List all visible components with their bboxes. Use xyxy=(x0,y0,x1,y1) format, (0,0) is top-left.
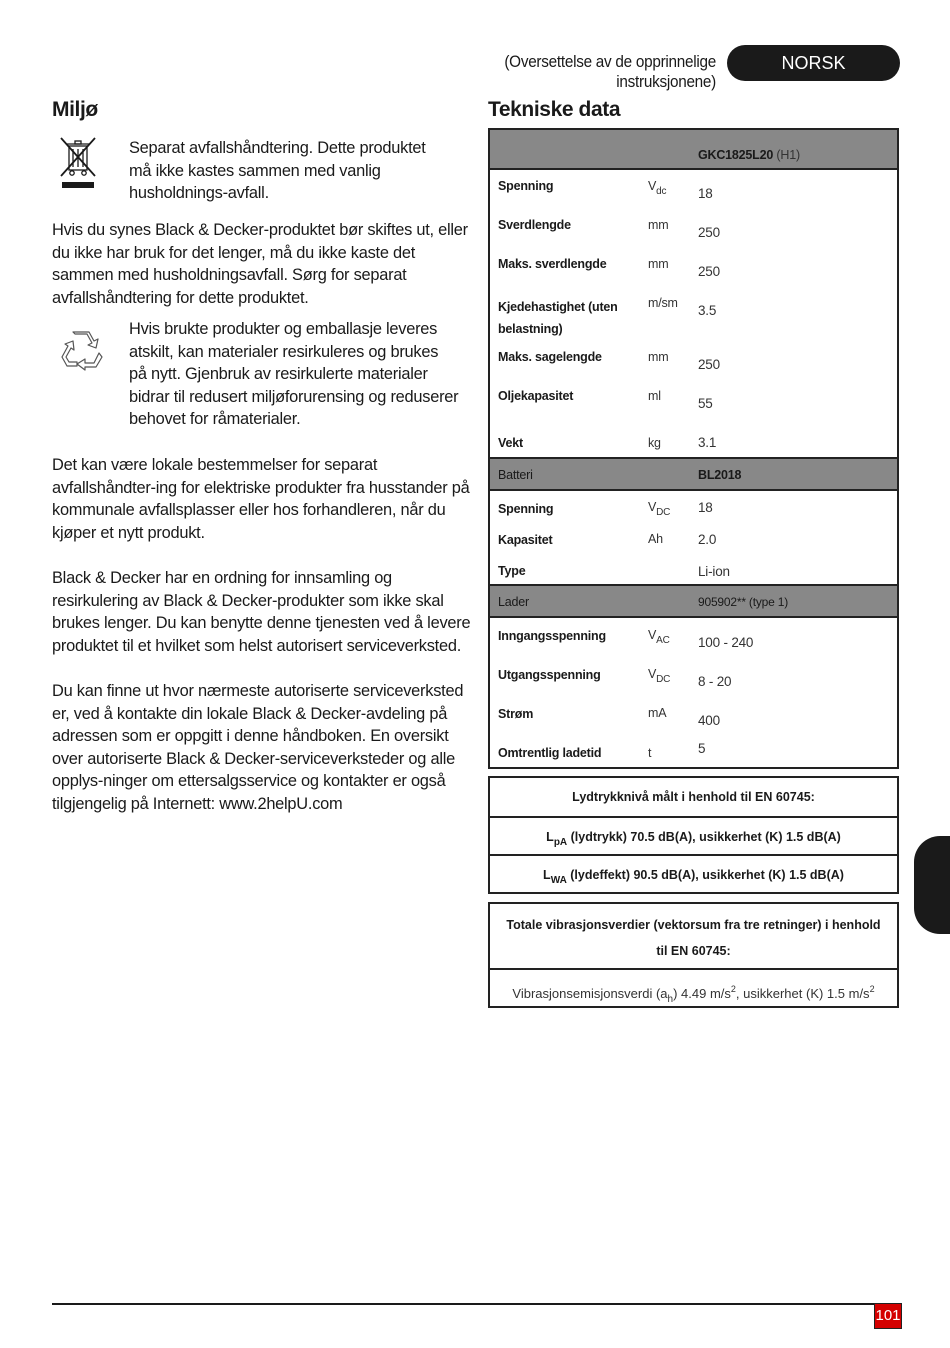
spec-value: 3.5 xyxy=(698,303,717,318)
technical-data-heading: Tekniske data xyxy=(488,98,621,121)
spec-unit: mm xyxy=(648,257,669,271)
spec-label: Maks. sverdlengde xyxy=(498,257,607,271)
environment-heading: Miljø xyxy=(52,98,98,121)
local-rules-paragraph: Det kan være lokale bestemmelser for separat avfallshåndter-ing for elektriske produkter fra husstander på kommunale avfallsplasser eller hos forhandleren, når du kjøper et nytt produkt. xyxy=(52,456,470,542)
section-thumb-tab xyxy=(914,836,950,934)
noise-table xyxy=(488,776,899,894)
table-row xyxy=(490,491,897,522)
table-row xyxy=(490,380,897,419)
spec-table xyxy=(488,128,899,769)
vibration-value: Vibrasjonsemisjonsverdi $(a_h)$ 4.49 $m/s^2$, usikkerhet (K) 1.5 $m/s^2$ xyxy=(490,968,897,1006)
table-row xyxy=(490,522,897,553)
spec-label: Utgangsspenning xyxy=(498,668,601,682)
table-row xyxy=(490,341,897,380)
table-row xyxy=(490,419,897,457)
spec-value: 100 - 240 xyxy=(698,635,754,650)
vibration-table xyxy=(488,902,899,1008)
language-badge: NORSK xyxy=(727,45,900,81)
spec-unit: mm xyxy=(648,350,669,364)
table-row xyxy=(490,209,897,248)
crossed-bin-icon xyxy=(58,134,98,192)
spec-value: 400 xyxy=(698,713,720,728)
spec-label: Spenning xyxy=(498,179,554,193)
spec-label: Oljekapasitet xyxy=(498,389,574,403)
collection-paragraph: Black & Decker har en ordning for innsamling og resirkulering av Black & Decker-produkter som ikke skal brukes lenger. Du kan benytte denne tjenesten ved å levere produktet til et hvilket som helst autorisert serviceverksted. xyxy=(52,569,471,655)
table-row xyxy=(490,696,897,735)
tool-rows xyxy=(490,170,897,457)
spec-unit: $V_{DC}$ xyxy=(648,667,671,685)
spec-value: Li-ion xyxy=(698,564,730,579)
table-row xyxy=(490,735,897,767)
battery-model: BL2018 xyxy=(698,468,742,482)
spec-label: Sverdlengde xyxy=(498,218,571,232)
footer-rule xyxy=(52,1303,898,1305)
spec-unit: Ah xyxy=(648,532,663,546)
spec-value: 5 xyxy=(698,741,706,756)
weee-paragraph: Separat avfallshåndtering. Dette produktet må ikke kastes sammen med vanlig husholdnings-avfall. xyxy=(129,139,426,203)
translation-note: (Oversettelse av de opprinnelige instruksjonene) xyxy=(504,52,716,91)
spec-value: 2.0 xyxy=(698,532,717,547)
spec-unit: kg xyxy=(648,436,661,450)
charger-label: Lader xyxy=(498,595,529,609)
spec-label: Vekt xyxy=(498,436,523,450)
noise-title: Lydtrykknivå målt i henhold til EN 60745: xyxy=(572,790,815,804)
spec-value: 3.1 xyxy=(698,435,717,450)
replacement-paragraph: Hvis du synes Black & Decker-produktet bør skiftes ut, eller du ikke har bruk for det lenger, må du ikke kaste det sammen med husholdningsavfall. Sørg for separat avfallshåndtering for dette produktet. xyxy=(52,221,468,307)
spec-header-row xyxy=(490,130,897,170)
battery-header-row xyxy=(490,457,897,491)
spec-value: 55 xyxy=(698,396,713,411)
sound-pressure-line: $L_{pA}$ (lydtrykk) 70.5 dB(A), usikkerhet (K) 1.5 dB(A) xyxy=(490,816,897,854)
spec-label: Omtrentlig ladetid xyxy=(498,746,602,760)
spec-unit: $V_{AC}$ xyxy=(648,628,670,646)
spec-label: Kapasitet xyxy=(498,533,553,547)
spec-label: Maks. sagelengde xyxy=(498,350,602,364)
spec-unit: mm xyxy=(648,218,669,232)
spec-value: 250 xyxy=(698,225,720,240)
table-row xyxy=(490,248,897,287)
spec-label: Kjedehastighet (uten belastning) xyxy=(498,300,618,336)
table-row xyxy=(490,553,897,584)
spec-label: Inngangsspenning xyxy=(498,629,606,643)
spec-value: 18 xyxy=(698,500,713,515)
spec-value: 250 xyxy=(698,357,720,372)
sound-power-line: $L_{WA}$ (lydeffekt) 90.5 dB(A), usikkerhet (K) 1.5 dB(A) xyxy=(490,854,897,892)
spec-label: Strøm xyxy=(498,707,534,721)
spec-unit: $V_{dc}$ xyxy=(648,179,667,197)
spec-label: Type xyxy=(498,564,526,578)
page-number: 101 xyxy=(874,1303,902,1329)
service-paragraph: Du kan finne ut hvor nærmeste autoriserte serviceverksted er, ved å kontakte din lokale Black & Decker-avdeling på adressen som er oppgitt i denne håndboken. En oversikt over autoriserte Black & Decker-serviceverksteder og alle opplys-ninger om ettersalgsservice og kontakter er også tilgjengelig på Internett: www.2helpU.com xyxy=(52,682,464,813)
recycling-paragraph: Hvis brukte produkter og emballasje leveres atskilt, kan materialer resirkuleres og brukes på nytt. Gjenbruk av resirkulerte materialer bidrar til redusert miljøforurensing og reduserer behovet for råmaterialer. xyxy=(129,320,459,429)
spec-value: 18 xyxy=(698,186,713,201)
model-number: GKC1825L20 (H1) xyxy=(698,148,800,162)
spec-unit: mA xyxy=(648,706,667,720)
spec-unit: $V_{DC}$ xyxy=(648,500,671,518)
spec-unit: m/sm xyxy=(648,296,678,310)
vibration-title: Totale vibrasjonsverdier (vektorsum fra tre retninger) i henhold til EN 60745: xyxy=(506,918,881,958)
spec-value: 250 xyxy=(698,264,720,279)
table-row xyxy=(490,657,897,696)
spec-unit: ml xyxy=(648,389,661,403)
table-row xyxy=(490,618,897,657)
battery-label: Batteri xyxy=(498,468,533,482)
charger-model: 905902** (type 1) xyxy=(698,595,788,609)
spec-unit: t xyxy=(648,746,652,760)
spec-value: 8 - 20 xyxy=(698,674,732,689)
recycle-icon xyxy=(56,326,106,376)
table-row xyxy=(490,287,897,341)
spec-label: Spenning xyxy=(498,502,554,516)
table-row xyxy=(490,170,897,209)
charger-header-row xyxy=(490,584,897,618)
